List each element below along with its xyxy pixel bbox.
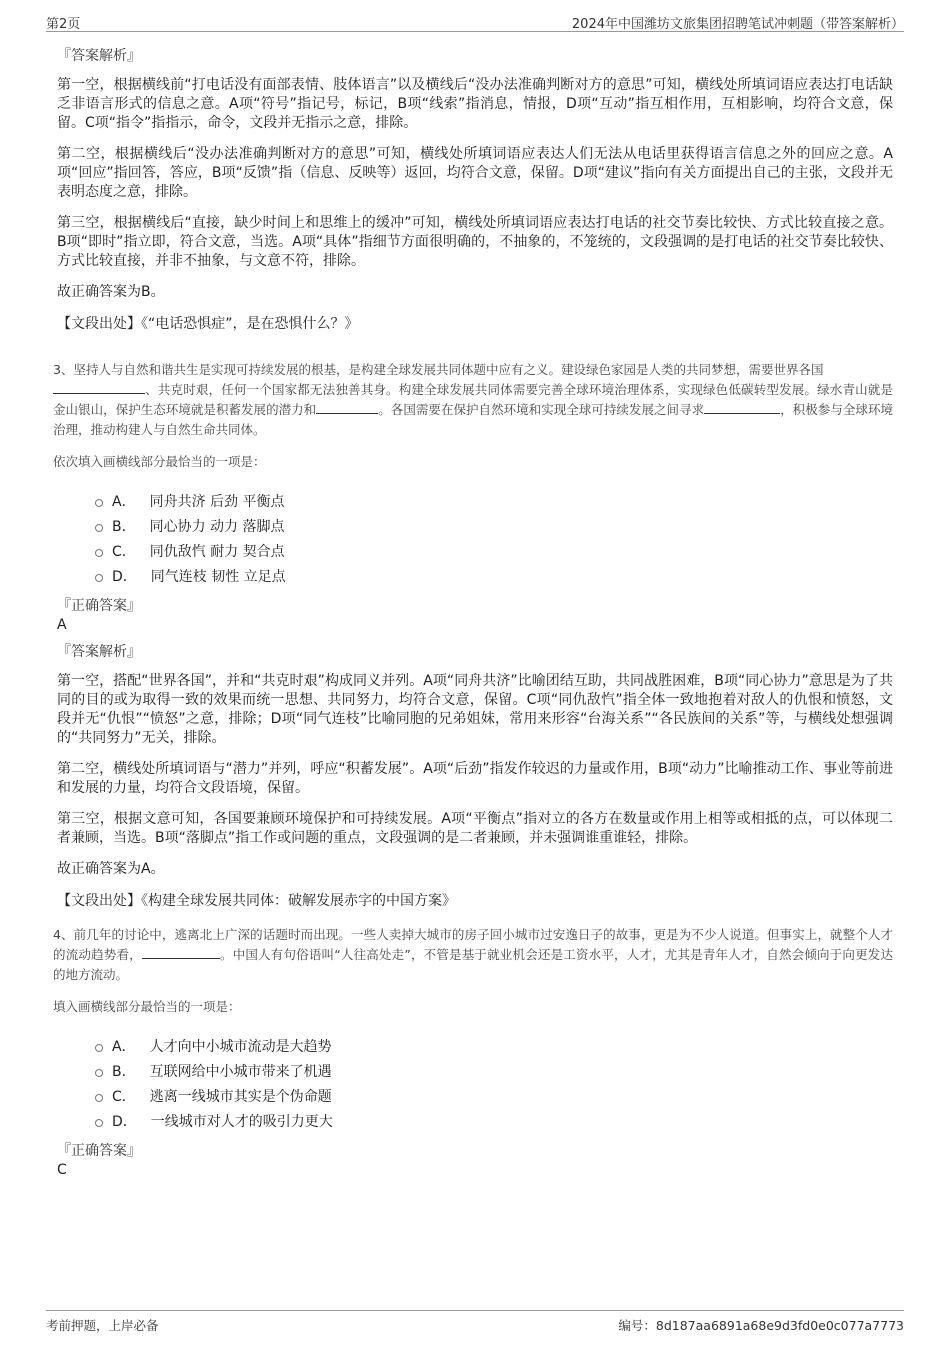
q3-option-d[interactable]: D． 同气连枝 韧性 立足点 <box>95 565 893 590</box>
q3-explanation-3: 第三空，根据文意可知，各国要兼顾环境保护和可持续发展。A项“平衡点”指对立的各方在数量或作用上相等或相抵的点，可以体现二者兼顾，当选。B项“落脚点”指工作或问题的重点，文段强调的是二者兼顾，并未强调谁重谁轻，排除。 <box>57 811 893 846</box>
q4-option-a[interactable]: A． 人才向中小城市流动是大趋势 <box>95 1035 893 1060</box>
q4-answer: C <box>57 1162 67 1178</box>
document-id: 编号：8d187aa6891a68e9d3fd0e0c077a7773 <box>618 1318 904 1333</box>
q2-explanation-tag: 『答案解析』 <box>57 48 141 64</box>
q4-blank <box>142 946 220 959</box>
q3-option-a[interactable]: A． 同舟共济 后劲 平衡点 <box>95 490 893 515</box>
q3-explanation-tag: 『答案解析』 <box>57 644 141 660</box>
q2-explanation-3: 第三空，根据横线后“直接，缺少时间上和思维上的缓冲”可知，横线处所填词语应表达打电话的社交节奏比较快、方式比较直接之意。B项“即时”指立即，符合文意，当选。A项“具体”指细节方面很明确的，不抽象的，不笼统的，文段强调的是打电话的社交节奏比较快、方式比较直接，并非不抽象，与文意不符，排除。 <box>57 215 893 269</box>
q4-option-b[interactable]: B． 互联网给中小城市带来了机遇 <box>95 1060 893 1085</box>
radio-icon[interactable] <box>95 499 103 507</box>
radio-icon[interactable] <box>95 1119 103 1127</box>
q3-option-b[interactable]: B． 同心协力 动力 落脚点 <box>95 515 893 540</box>
q3-answer: A <box>57 617 67 633</box>
radio-icon[interactable] <box>95 524 103 532</box>
page-footer <box>46 1310 904 1335</box>
page-number: 第2页 <box>46 17 81 32</box>
page-header <box>46 11 904 32</box>
q3-prompt: 依次填入画横线部分最恰当的一项是： <box>53 454 266 469</box>
q2-explanation-1: 第一空，根据横线前“打电话没有面部表情、肢体语言”以及横线后“没办法准确判断对方的意思”可知，横线处所填词语应表达打电话缺乏非语言形式的信息之意。A项“符号”指记号，标记，B项“线索”指消息，情报，D项“互动”指互相作用，互相影响，均符合文意，保留。C项“指令”指指示，命令，文段并无指示之意，排除。 <box>57 77 893 131</box>
q4-options <box>95 1035 893 1135</box>
q3-blank-3 <box>704 401 780 414</box>
radio-icon[interactable] <box>95 1044 103 1052</box>
q3-stem: 3、坚持人与自然和谐共生是实现可持续发展的根基，是构建全球发展共同体题中应有之义。建设绿色家园是人类的共同梦想，需要世界各国 、共克时艰，任何一个国家都无法独善其身。构建全球发展共同体需要完善全球环境治理体系，实现绿色低碳转型发展。绿水青山就是金山银山，保护生态环境就是积蓄发展的潜力和 。各国需要在保护自然环境和实现全球可持续发展之间寻求 ，积极参与全球环境治理，推动构建人与自然生命共同体。 <box>53 362 893 437</box>
footer-slogan: 考前押题，上岸必备 <box>46 1318 159 1333</box>
q2-source: 【文段出处】《“电话恐惧症”，是在恐惧什么？》 <box>57 316 359 332</box>
radio-icon[interactable] <box>95 574 103 582</box>
q3-explanation-1: 第一空，搭配“世界各国”，并和“共克时艰”构成同义并列。A项“同舟共济”比喻团结互助，共同战胜困难，B项“同心协力”意思是为了共同的目的或为取得一致的效果而统一思想、共同努力，均符合文意，保留。C项“同仇敌忾”指全体一致地抱着对敌人的仇恨和愤怒，文段并无“仇恨”“愤怒”之意，排除；D项“同气连枝”比喻同胞的兄弟姐妹，常用来形容“台海关系”“各民族间的关系”等，与横线处想强调的“共同努力”无关，排除。 <box>57 673 893 746</box>
q4-stem: 4、前几年的讨论中，逃离北上广深的话题时而出现。一些人卖掉大城市的房子回小城市过安逸日子的故事，更是为不少人说道。但事实上，就整个人才的流动趋势看， 。中国人有句俗语叫“人往高处走”，不管是基于就业机会还是工资水平，人才，尤其是青年人才，自然会倾向于向更发达的地方流动。 <box>53 927 893 982</box>
q2-conclusion: 故正确答案为B。 <box>57 284 165 300</box>
q3-option-c[interactable]: C． 同仇敌忾 耐力 契合点 <box>95 540 893 565</box>
radio-icon[interactable] <box>95 549 103 557</box>
q4-prompt: 填入画横线部分最恰当的一项是： <box>53 999 241 1014</box>
q3-blank-2 <box>316 401 378 414</box>
q2-explanation-2: 第二空，根据横线后“没办法准确判断对方的意思”可知，横线处所填词语应表达人们无法从电话里获得语言信息之外的回应之意。A项“回应”指回答，答应，B项“反馈”指（信息、反映等）返回，均符合文意，保留。D项“建议”指向有关方面提出自己的主张，文段并无表明态度之意，排除。 <box>57 146 893 200</box>
q4-option-c[interactable]: C． 逃离一线城市其实是个伪命题 <box>95 1085 893 1110</box>
document-title: 2024年中国潍坊文旅集团招聘笔试冲刺题（带答案解析） <box>571 17 904 32</box>
q4-answer-tag: 『正确答案』 <box>57 1143 141 1159</box>
q3-conclusion: 故正确答案为A。 <box>57 861 165 877</box>
q3-explanation-2: 第二空，横线处所填词语与“潜力”并列，呼应“积蓄发展”。A项“后劲”指发作较迟的力量或作用，B项“动力”比喻推动工作、事业等前进和发展的力量，均符合文段语境，保留。 <box>57 761 893 796</box>
q3-options <box>95 490 893 590</box>
radio-icon[interactable] <box>95 1094 103 1102</box>
page-content <box>53 46 893 1187</box>
q3-answer-tag: 『正确答案』 <box>57 598 141 614</box>
radio-icon[interactable] <box>95 1069 103 1077</box>
q4-option-d[interactable]: D． 一线城市对人才的吸引力更大 <box>95 1110 893 1135</box>
q3-blank-1 <box>53 381 145 394</box>
q3-source: 【文段出处】《构建全球发展共同体：破解发展赤字的中国方案》 <box>57 893 456 909</box>
